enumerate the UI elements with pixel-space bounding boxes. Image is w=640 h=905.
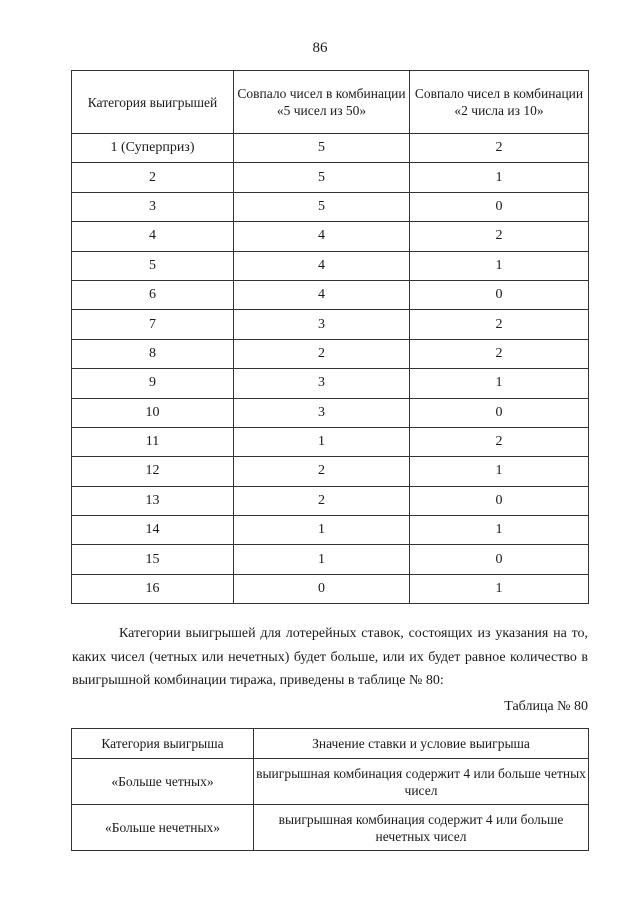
matched-5-of-50-cell: 2 — [234, 457, 410, 486]
matched-2-of-10-cell: 2 — [410, 339, 589, 368]
table-row — [72, 516, 589, 545]
category-cell: 10 — [72, 398, 234, 427]
table-row — [72, 192, 589, 221]
condition-cell: выигрышная комбинация содержит 4 или больше четных чисел — [254, 759, 589, 805]
category-cell: 14 — [72, 516, 234, 545]
matched-5-of-50-cell: 4 — [234, 280, 410, 309]
category-cell: 16 — [72, 574, 234, 603]
category-cell: 3 — [72, 192, 234, 221]
table-row — [72, 398, 589, 427]
category-cell: 12 — [72, 457, 234, 486]
table-row — [72, 222, 589, 251]
table-row — [72, 427, 589, 456]
matched-2-of-10-cell: 0 — [410, 398, 589, 427]
table-header-row — [72, 71, 589, 134]
table-row — [72, 457, 589, 486]
category-cell: «Больше нечетных» — [72, 805, 254, 851]
matched-2-of-10-cell: 1 — [410, 516, 589, 545]
header-matched-5-of-50: Совпало чисел в комбинации «5 чисел из 50» — [234, 71, 410, 134]
category-cell: 13 — [72, 486, 234, 515]
matched-5-of-50-cell: 5 — [234, 192, 410, 221]
matched-2-of-10-cell: 0 — [410, 486, 589, 515]
parity-categories-table — [71, 728, 589, 851]
header-category: Категория выигрыша — [72, 729, 254, 759]
matched-5-of-50-cell: 3 — [234, 369, 410, 398]
category-cell: 6 — [72, 280, 234, 309]
matched-5-of-50-cell: 4 — [234, 222, 410, 251]
matched-5-of-50-cell: 1 — [234, 427, 410, 456]
winning-categories-table — [71, 70, 589, 604]
table-row — [72, 486, 589, 515]
category-cell: 11 — [72, 427, 234, 456]
matched-2-of-10-cell: 0 — [410, 192, 589, 221]
matched-5-of-50-cell: 1 — [234, 516, 410, 545]
table-row — [72, 574, 589, 603]
matched-2-of-10-cell: 1 — [410, 163, 589, 192]
matched-5-of-50-cell: 2 — [234, 486, 410, 515]
matched-2-of-10-cell: 2 — [410, 310, 589, 339]
table-caption: Таблица № 80 — [504, 699, 588, 714]
matched-5-of-50-cell: 1 — [234, 545, 410, 574]
matched-5-of-50-cell: 2 — [234, 339, 410, 368]
table-row — [72, 163, 589, 192]
table-row — [72, 339, 589, 368]
header-matched-2-of-10: Совпало чисел в комбинации «2 числа из 10» — [410, 71, 589, 134]
page-number: 86 — [312, 40, 328, 56]
table-row — [72, 369, 589, 398]
table-row — [72, 134, 589, 163]
matched-5-of-50-cell: 0 — [234, 574, 410, 603]
category-cell: 2 — [72, 163, 234, 192]
matched-2-of-10-cell: 2 — [410, 134, 589, 163]
table-header-row — [72, 729, 589, 759]
header-category: Категория выигрышей — [72, 71, 234, 134]
matched-2-of-10-cell: 1 — [410, 574, 589, 603]
header-condition: Значение ставки и условие выигрыша — [254, 729, 589, 759]
matched-2-of-10-cell: 2 — [410, 222, 589, 251]
category-cell: 9 — [72, 369, 234, 398]
table-row — [72, 310, 589, 339]
matched-2-of-10-cell: 1 — [410, 369, 589, 398]
matched-5-of-50-cell: 5 — [234, 163, 410, 192]
category-cell: 7 — [72, 310, 234, 339]
category-cell: 1 (Суперприз) — [72, 134, 234, 163]
table-row — [72, 805, 589, 851]
matched-2-of-10-cell: 0 — [410, 280, 589, 309]
matched-2-of-10-cell: 0 — [410, 545, 589, 574]
matched-5-of-50-cell: 3 — [234, 398, 410, 427]
table-row — [72, 545, 589, 574]
condition-cell: выигрышная комбинация содержит 4 или больше нечетных чисел — [254, 805, 589, 851]
matched-2-of-10-cell: 1 — [410, 251, 589, 280]
matched-5-of-50-cell: 3 — [234, 310, 410, 339]
matched-2-of-10-cell: 2 — [410, 427, 589, 456]
category-cell: «Больше четных» — [72, 759, 254, 805]
matched-2-of-10-cell: 1 — [410, 457, 589, 486]
category-cell: 15 — [72, 545, 234, 574]
table-row — [72, 280, 589, 309]
paragraph-text: Категории выигрышей для лотерейных ставок, состоящих из указания на то, каких чисел (четных или нечетных) будет больше, или их будет равное количество в выигрышной комбинации тиража, приведены в таблице № 80: — [72, 626, 588, 688]
table-row — [72, 759, 589, 805]
category-cell: 5 — [72, 251, 234, 280]
table-row — [72, 251, 589, 280]
matched-5-of-50-cell: 4 — [234, 251, 410, 280]
category-cell: 4 — [72, 222, 234, 251]
matched-5-of-50-cell: 5 — [234, 134, 410, 163]
category-cell: 8 — [72, 339, 234, 368]
